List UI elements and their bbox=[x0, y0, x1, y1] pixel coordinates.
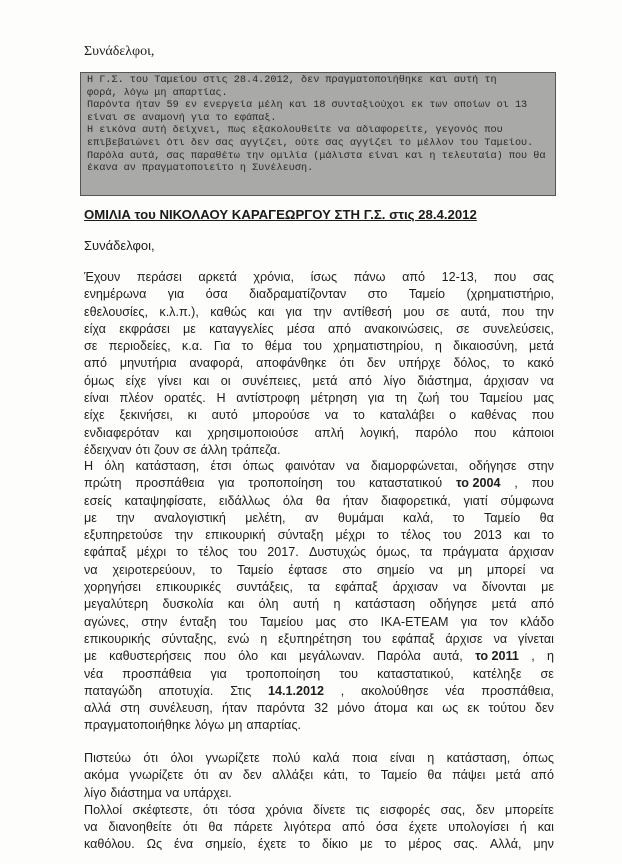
text-line: αγώνες, στην ένταξη του Ταμείου μας στο ΙΚΑ-ΕΤΕΑΜ για τον κλάδο bbox=[84, 614, 554, 629]
text-line: Πολλοί σκέφτεστε, ότι τόσα χρόνια δίνετε τις εισφορές σας, δεν μπορείτε bbox=[84, 802, 554, 817]
speech-title: ΟΜΙΛΙΑ του ΝΙΚΟΛΑΟΥ ΚΑΡΑΓΕΩΡΓΟΥ ΣΤΗ Γ.Σ. στις 28.4.2012 bbox=[84, 207, 477, 222]
text-line: ενδιαφερόταν και χρησιμοποιούσε απλή λογική, παρόλο που κάποιοι bbox=[84, 425, 554, 440]
text-line: είχε ξεκινήσει, κι αυτό μπορούσε να το καταλάβει ο καθένας που bbox=[84, 408, 554, 423]
text-line: Η όλη κατάσταση, έτσι όπως φαινόταν να διαμορφώνεται, οδήγησε στην bbox=[84, 459, 554, 473]
text-line: μεγαλύτερη δυσκολία και όλη αυτή η κατάσταση οδήγησε μετά από bbox=[84, 597, 554, 612]
text-line: λίγο διάστημα να υπάρχει. bbox=[84, 785, 232, 800]
text-line: εφάπαξ μέχρι το τέλος του 2017. Δυστυχώς όμως, τα πράγματα άρχισαν bbox=[84, 545, 554, 560]
notice-line: Η Γ.Σ. του Ταμείου στις 28.4.2012, δεν πραγματοποιήθηκε και αυτή τη bbox=[87, 75, 497, 86]
text-line: εθελουσίες, κ.λ.π.), καθώς και για την αντίθεσή μου σε αυτά, που την bbox=[84, 304, 554, 319]
text-line: πρώτη προσπάθεια για τροποποίηση του καταστατικού το 2004 , που bbox=[84, 476, 554, 491]
paragraph-3 bbox=[84, 750, 554, 854]
text-line: είναι πλέον ορατές. Η αντίστροφη μέτρηση για τη ζωή του Ταμείου μας bbox=[84, 391, 554, 406]
notice-line: Η εικόνα αυτή δείχνει, πως εξακολουθείτε να αδιαφορείτε, γεγονός που bbox=[87, 125, 503, 137]
text-line: να χειροτερεύουν, το Ταμείο έφτασε στο σημείο να μη μπορεί να bbox=[84, 562, 554, 577]
paragraph-1 bbox=[84, 269, 554, 459]
text-line: Έχουν περάσει αρκετά χρόνια, ίσως πάνω από 12-13, που σας bbox=[84, 270, 554, 284]
text-line: πραγματοποιήθηκε λόγω μη απαρτίας. bbox=[84, 718, 302, 733]
text-line: έδειχναν ότι ζουν σε άλλη τράπεζα. bbox=[84, 442, 281, 457]
notice-line: Παρόλα αυτά, σας παραθέτω την ομιλία (μάλιστα είναι και η τελευταία) που θα bbox=[87, 150, 546, 162]
text-line: από μηνυτήρια αναφορά, αποφάνθηκε ότι δεν υπήρχε δόλος, το κακό bbox=[84, 356, 554, 371]
highlighted-notice-box bbox=[80, 72, 556, 196]
text-line: όμως είχε γίνει και οι συνέπειες, μετά από λίγο διάστημα, άρχισαν να bbox=[84, 373, 554, 388]
text-line: με καθυστερήσεις που όλο και μεγάλωναν. Παρόλα αυτά, το 2011 , η bbox=[84, 649, 554, 664]
text-line: καθόλου. Ως ένα σημείο, έχετε το δίκιο με το μέρος σας. Αλλά, μην bbox=[84, 837, 554, 852]
paragraph-2 bbox=[84, 458, 554, 735]
notice-line: επιβεβαιώνει ότι δεν σας αγγίζει, ούτε σας αγγίζει το μέλλον του Ταμείου. bbox=[87, 137, 534, 149]
text-line: Πιστεύω ότι όλοι γνωρίζετε πολύ καλά ποια είναι η κατάσταση, όπως bbox=[84, 751, 554, 765]
text-line: ακόμα γνωρίζετε ότι αν δεν αλλάξει κάτι, το Ταμείο θα πάψει μετά από bbox=[84, 768, 554, 783]
text-line: εξυπηρετούσε την επικουρική σύνταξη μέχρι το τέλος του 2013 και το bbox=[84, 528, 554, 543]
notice-line: φορά, λόγω μη απαρτίας. bbox=[87, 87, 228, 99]
text-line: επικουρικής σύνταξης, ενώ η εξυπηρέτηση του εφάπαξ άρχισε να γίνεται bbox=[84, 631, 554, 646]
text-line: εσείς καταψηφίσατε, ειδάλλως όλα θα ήταν διαφορετικά, γιατί σύμφωνα bbox=[84, 493, 554, 508]
text-line: να διανοηθείτε ότι θα πάρετε λιγότερα από όσα έχετε υπολογίσει ή και bbox=[84, 820, 554, 835]
text-line: νέα προσπάθεια για τροποποίηση του καταστατικού, κατέληξε σε bbox=[84, 666, 554, 681]
notice-line: Παρόντα ήταν 59 εν ενεργεία μέλη και 18 συνταξιούχοι εκ των οποίων οι 13 bbox=[87, 100, 528, 112]
text-line: σε περιοδείες, κ.α. Για το θέμα του χρηματιστηρίου, η δικαιοσύνη, μετά bbox=[84, 339, 554, 354]
text-line: είχα εκφράσει με καταγγελίες μέσα από ανακοινώσεις, σε συνελεύσεις, bbox=[84, 321, 554, 336]
text-line: χορηγήσει επικουρικές συντάξεις, τα εφάπαξ άρχισαν να δίνονται με bbox=[84, 580, 554, 595]
text-line: αλλά στη συνέλευση, ήταν παρόντα 32 μόνο άτομα και ως εκ τούτου δεν bbox=[84, 701, 554, 716]
notice-line: έκανα αν πραγματοποιείτο η Συνέλευση. bbox=[87, 163, 314, 175]
salutation-speech: Συνάδελφοι, bbox=[84, 238, 155, 253]
text-line: ενημέρωνα για όσα διαδραματίζονταν στο Ταμείο (χρηματιστήριο, bbox=[84, 287, 554, 302]
text-line: παταγώδη αποτυχία. Στις 14.1.2012 , ακολούθησε νέα προσπάθεια, bbox=[84, 683, 554, 698]
text-line: με την αναλογιστική μελέτη, αν θυμάμαι καλά, το Ταμείο θα bbox=[84, 510, 554, 525]
notice-line: είναι σε αναμονή για το εφάπαξ. bbox=[87, 112, 277, 124]
salutation-top: Συνάδελφοι, bbox=[84, 44, 155, 59]
